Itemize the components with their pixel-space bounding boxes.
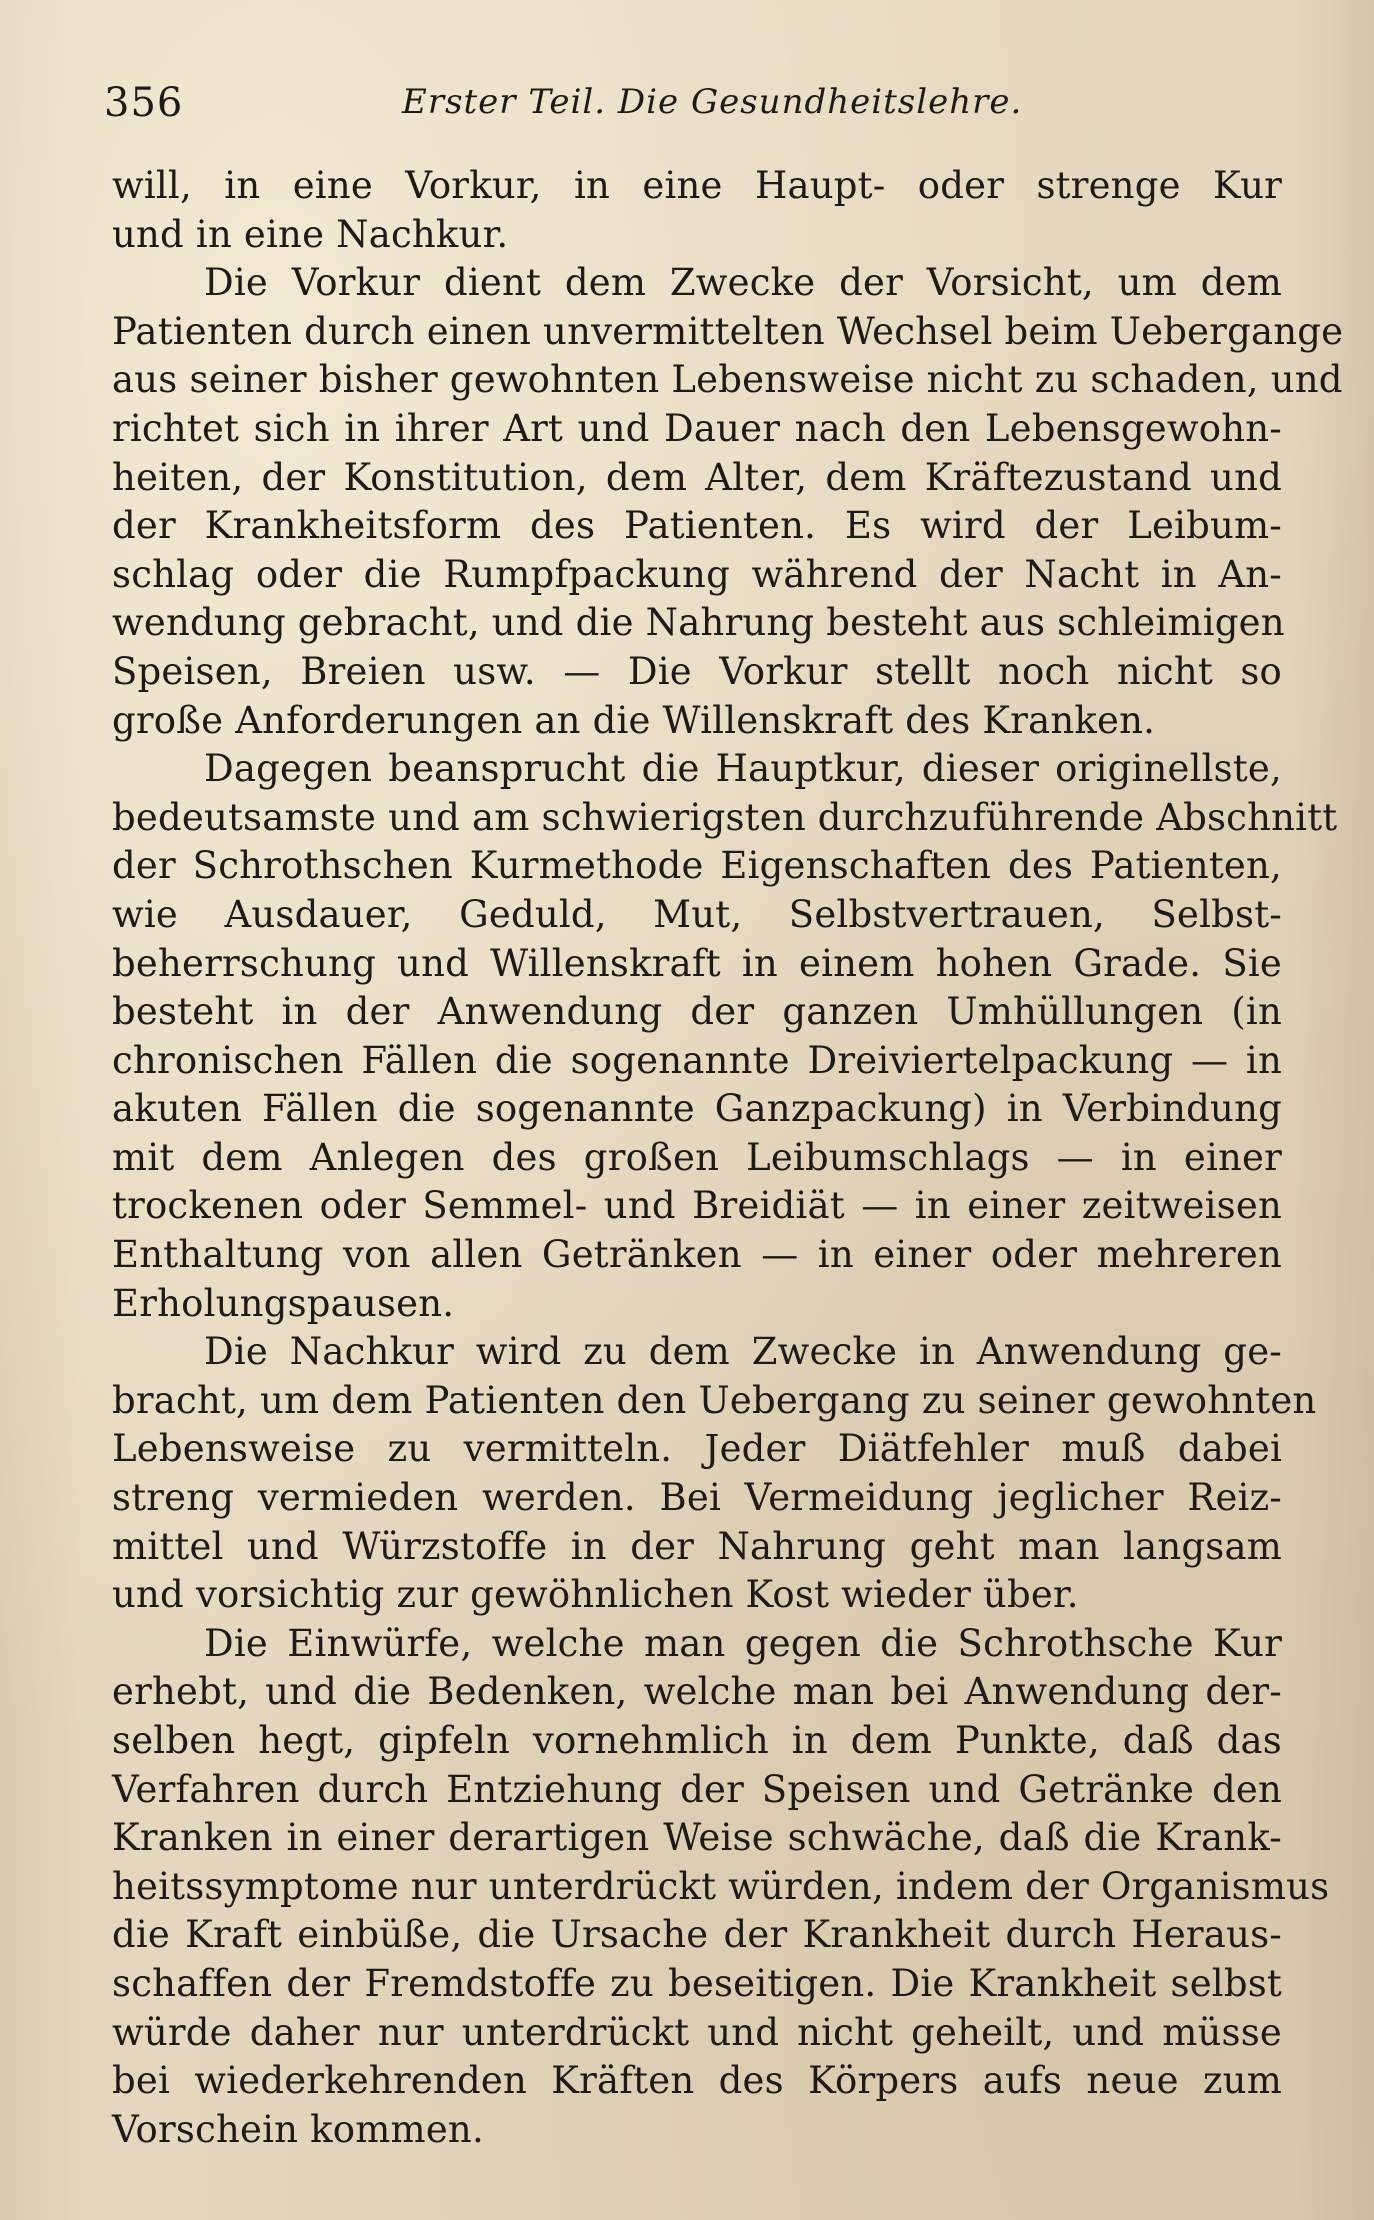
- text-line: beherrschung und Willenskraft in einem hohen Grade. Sie: [112, 941, 1282, 985]
- text-line: der Schrothschen Kurmethode Eigenschaften des Patienten,: [112, 844, 1282, 888]
- text-line: besteht in der Anwendung der ganzen Umhüllungen (in: [112, 990, 1282, 1034]
- text-line: Verfahren durch Entziehung der Speisen und Getränke den: [112, 1767, 1282, 1811]
- body-text: [112, 162, 1344, 2154]
- text-line: der Krankheitsform des Patienten. Es wird der Leibum-: [112, 504, 1282, 548]
- text-line: selben hegt, gipfeln vornehmlich in dem Punkte, daß das: [112, 1719, 1282, 1762]
- text-line: chronischen Fällen die sogenannte Dreiviertelpackung — in: [112, 1038, 1282, 1082]
- text-line: bei wiederkehrenden Kräften des Körpers aufs neue zum: [112, 2059, 1282, 2103]
- text-line: schaffen der Fremdstoffe zu beseitigen. Die Krankheit selbst: [112, 1961, 1282, 2005]
- page-number: 356: [104, 80, 184, 126]
- text-line: mit dem Anlegen des großen Leibumschlags — in einer: [112, 1135, 1282, 1179]
- text-line: erhebt, und die Bedenken, welche man bei Anwendung der-: [112, 1670, 1282, 1714]
- paragraph: [112, 1620, 1330, 2155]
- text-line: und vorsichtig zur gewöhnlichen Kost wieder über.: [112, 1573, 1079, 1617]
- text-line: richtet sich in ihrer Art und Dauer nach den Lebensgewohn-: [112, 406, 1282, 450]
- text-line: heiten, der Konstitution, dem Alter, dem Kräftezustand und: [112, 455, 1282, 499]
- text-line: aus seiner bisher gewohnten Lebensweise nicht zu schaden, und: [112, 358, 1343, 402]
- text-line: Lebensweise zu vermitteln. Jeder Diätfehler muß dabei: [112, 1427, 1282, 1471]
- text-line: trockenen oder Semmel- und Breidiät — in einer zeitweisen: [112, 1184, 1282, 1228]
- text-line: Die Vorkur dient dem Zwecke der Vorsicht, um dem: [204, 261, 1282, 305]
- text-line: will, in eine Vorkur, in eine Haupt- oder strenge Kur: [112, 164, 1282, 207]
- text-line: Vorschein kommen.: [112, 2107, 484, 2151]
- page-header: [104, 80, 1274, 140]
- text-line: Erholungspausen.: [112, 1281, 455, 1325]
- text-line: streng vermieden werden. Bei Vermeidung jeglicher Reiz-: [112, 1476, 1282, 1520]
- text-line: Die Einwürfe, welche man gegen die Schrothsche Kur: [204, 1621, 1282, 1665]
- text-line: Speisen, Breien usw. — Die Vorkur stellt noch nicht so: [112, 649, 1282, 693]
- running-head: Erster Teil. Die Gesundheitslehre.: [402, 82, 1023, 122]
- text-line: Kranken in einer derartigen Weise schwäche, daß die Krank-: [112, 1816, 1282, 1860]
- text-line: mittel und Würzstoffe in der Nahrung geht man langsam: [112, 1524, 1282, 1568]
- paragraph: [112, 162, 1282, 259]
- text-line: akuten Fällen die sogenannte Ganzpackung) in Verbindung: [112, 1087, 1282, 1131]
- text-line: Patienten durch einen unvermittelten Wechsel beim Uebergange: [112, 309, 1344, 353]
- paragraph: [112, 1328, 1317, 1620]
- text-line: schlag oder die Rumpfpackung während der Nacht in An-: [112, 552, 1282, 596]
- text-line: große Anforderungen an die Willenskraft des Kranken.: [112, 698, 1156, 742]
- text-line: die Kraft einbüße, die Ursache der Krankheit durch Heraus-: [112, 1913, 1282, 1957]
- text-line: wendung gebracht, und die Nahrung besteht aus schleimigen: [112, 601, 1285, 645]
- paragraph: [112, 259, 1344, 745]
- text-line: bedeutsamste und am schwierigsten durchzuführende Abschnitt: [112, 795, 1338, 839]
- text-line: Dagegen beansprucht die Hauptkur, dieser originellste,: [204, 747, 1282, 791]
- text-line: Die Nachkur wird zu dem Zwecke in Anwendung ge-: [204, 1330, 1282, 1374]
- text-line: und in eine Nachkur.: [112, 212, 509, 256]
- text-line: würde daher nur unterdrückt und nicht geheilt, und müsse: [112, 2010, 1282, 2054]
- paragraph: [112, 745, 1338, 1328]
- text-line: wie Ausdauer, Geduld, Mut, Selbstvertrauen, Selbst-: [112, 892, 1282, 936]
- text-line: Enthaltung von allen Getränken — in einer oder mehreren: [112, 1233, 1282, 1277]
- text-line: bracht, um dem Patienten den Uebergang zu seiner gewohnten: [112, 1378, 1317, 1422]
- page-bottom-margin: [0, 2180, 1374, 2220]
- text-line: heitssymptome nur unterdrückt würden, indem der Organismus: [112, 1864, 1330, 1908]
